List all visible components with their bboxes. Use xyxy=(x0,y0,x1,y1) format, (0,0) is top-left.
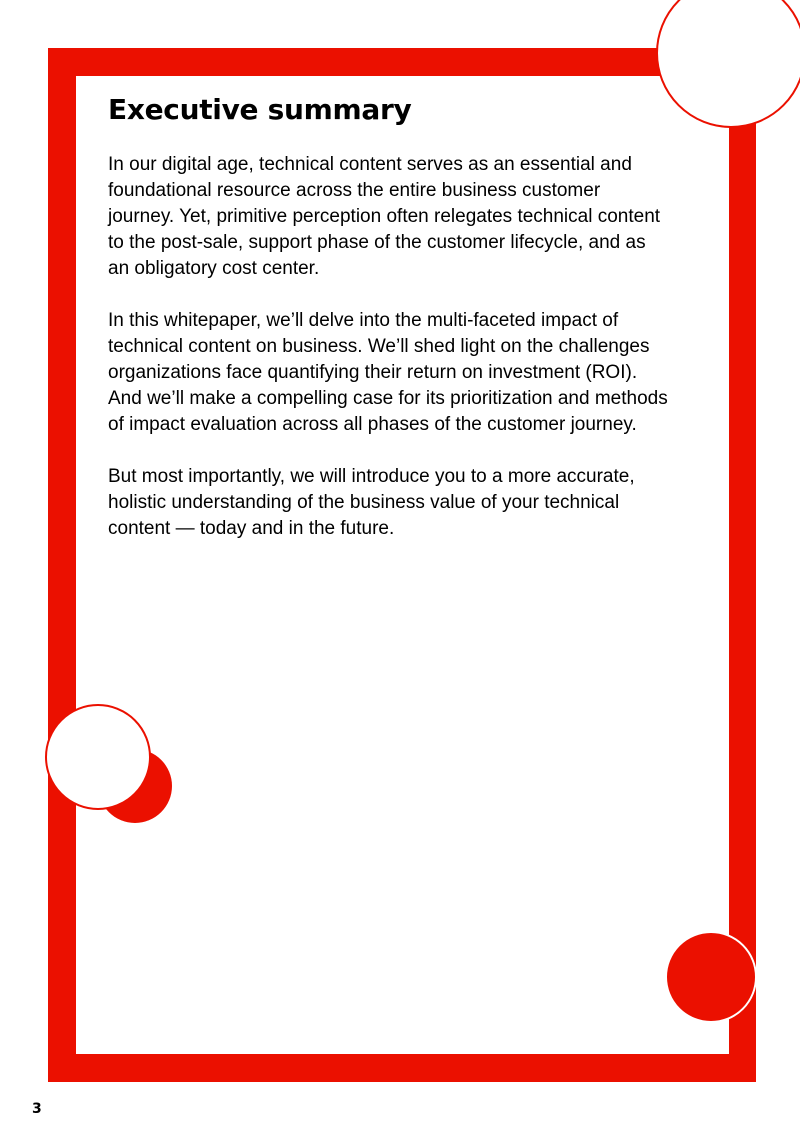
paragraph-intro: In our digital age, technical content serves as an essential and foundational resource across the entire business customer journey. Yet, primitive perception often relegates technical content to the post-sale, support phase of the customer lifecycle, and as an obligatory cost center. xyxy=(108,154,661,279)
decorative-circle-bottom-right xyxy=(665,931,757,1023)
page-number: 3 xyxy=(32,1101,42,1117)
paragraph-whitepaper-scope: In this whitepaper, we’ll delve into the multi-faceted impact of technical content on business. We’ll shed light on the challenges organizations face quantifying their return on investment (ROI). And we’ll make a compelling case for its prioritization and methods of impact evaluation across all phases of the customer journey. xyxy=(108,310,668,435)
main-content xyxy=(108,90,668,568)
decorative-circle-left-white xyxy=(45,704,151,810)
paragraph-conclusion: But most importantly, we will introduce you to a more accurate, holistic understanding of the business value of your technical content — today and in the future. xyxy=(108,466,635,539)
page-title: Executive summary xyxy=(108,93,412,126)
